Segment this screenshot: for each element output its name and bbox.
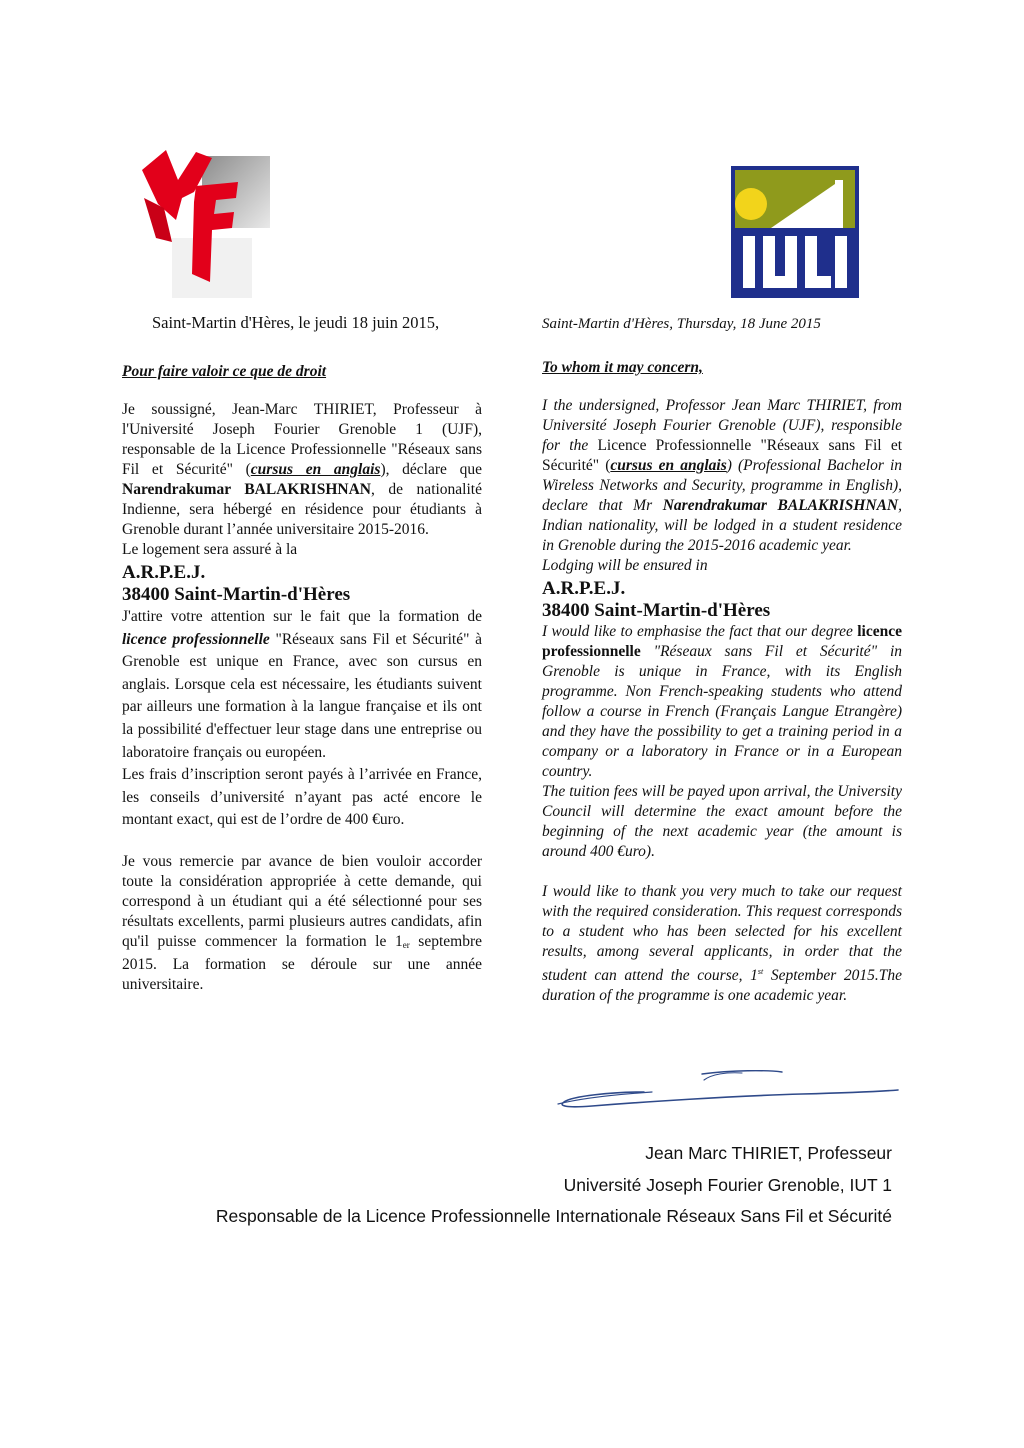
paragraph-fees-en: The tuition fees will be payed upon arrival, the University Council will determine the exact amount before the beginning of the next academic year (the amount is around 400 €uro). <box>542 783 902 860</box>
paragraph-formation-en: I would like to emphasise the fact that our degree licence professionnelle "Réseaux sans Fil et Sécurité" in Grenoble is unique in France, with its English programme. Non French-speaking students who attend follow a course in French (Français Langue Etrangère) and they have the possibility to get a training period in a company or a laboratory in France or in a European country. <box>542 623 902 780</box>
student-name: Narendrakumar BALAKRISHNAN <box>122 481 371 498</box>
residence-address-en: 38400 Saint-Martin-d'Hères <box>542 600 771 621</box>
letter-date-en: Saint-Martin d'Hères, Thursday, 18 June 2015 <box>542 316 821 332</box>
french-letter <box>122 310 482 995</box>
letter-date-fr: Saint-Martin d'Hères, le jeudi 18 juin 2015, <box>152 313 440 332</box>
cursus-emphasis: cursus en anglais <box>250 461 381 478</box>
paragraph-declaration-fr: Je soussigné, Jean-Marc THIRIET, Professeur à l'Université Joseph Fourier Grenoble 1 (UJF), responsable de la Licence Professionnelle "Réseaux sans Fil et Sécurité" (cursus en anglais), déclare que Narendrakumar BALAKRISHNAN, de nationalité Indienne, sera hébergé en résidence pour étudiants à Grenoble durant l’année universitaire 2015-2016. <box>122 401 482 538</box>
residence-name-fr: A.R.P.E.J. <box>122 562 206 583</box>
handwritten-signature <box>552 1068 902 1114</box>
signatory-name: Jean Marc THIRIET, Professeur <box>645 1143 892 1163</box>
ujf-logo <box>136 142 276 302</box>
paragraph-thanks-en: I would like to thank you very much to take our request with the required consideration. This request corresponds to a student who has been selected for his excellent results, among several applicants, in order that the student can attend the course, 1st September 2015.The duration of the programme is one academic year. <box>542 883 903 1004</box>
signatory-university: Université Joseph Fourier Grenoble, IUT 1 <box>563 1175 892 1195</box>
lodging-line-en: Lodging will be ensured in <box>542 557 708 574</box>
paragraph-declaration-en: I the undersigned, Professor Jean Marc THIRIET, from Université Joseph Fourier Grenoble (UJF), responsible for the Licence Professionnelle "Réseaux sans Fil et Sécurité" (cursus en anglais) (Professional Bachelor in Wireless Networks and Security, programme in English), declare that Mr Narendrakumar BALAKRISHNAN, Indian nationality, will be lodged in a student residence in Grenoble during the 2015-2016 academic year. <box>542 397 902 554</box>
salutation-en: To whom it may concern, <box>542 359 703 376</box>
residence-name-en: A.R.P.E.J. <box>542 578 626 599</box>
iut1-logo <box>731 166 859 298</box>
paragraph-fees-fr: Les frais d’inscription seront payés à l’arrivée en France, les conseils d’université n’ayant pas acté encore le montant exact, qui est de l’ordre de 400 €uro. <box>122 766 482 829</box>
lodging-line-fr: Le logement sera assuré à la <box>122 541 298 558</box>
signatory-role: Responsable de la Licence Professionnelle Internationale Réseaux Sans Fil et Sécurité <box>215 1206 892 1226</box>
paragraph-formation-fr: J'attire votre attention sur le fait que la formation de licence professionnelle "Réseaux sans Fil et Sécurité" à Grenoble est unique en France, avec son cursus en anglais. Lorsque cela est nécessaire, les étudiants suivent par ailleurs une formation à la langue française et ils ont la possibilité d'effectuer leur stage dans une entreprise ou laboratoire français ou européen. <box>122 608 482 761</box>
paragraph-thanks-fr: Je vous remercie par avance de bien vouloir accorder toute la considération appropriée à cette demande, qui correspond à un étudiant qui a été sélectionné pour ses résultats excellents, parmi plusieurs autres candidats, afin qu'il puisse commencer la formation le $1_{er}$ septembre 2015. La formation se déroule sur une année universitaire. <box>122 852 482 993</box>
salutation-fr: Pour faire valoir ce que de droit <box>122 363 327 380</box>
degree-emphasis: licence professionnelle <box>122 630 270 648</box>
residence-address-fr: 38400 Saint-Martin-d'Hères <box>122 584 351 605</box>
cursus-emphasis-en: cursus en anglais <box>610 457 727 474</box>
student-name-en: Narendrakumar BALAKRISHNAN <box>662 497 899 514</box>
degree-emphasis-en: licence professionnelle <box>542 623 902 660</box>
english-letter <box>542 310 902 1006</box>
